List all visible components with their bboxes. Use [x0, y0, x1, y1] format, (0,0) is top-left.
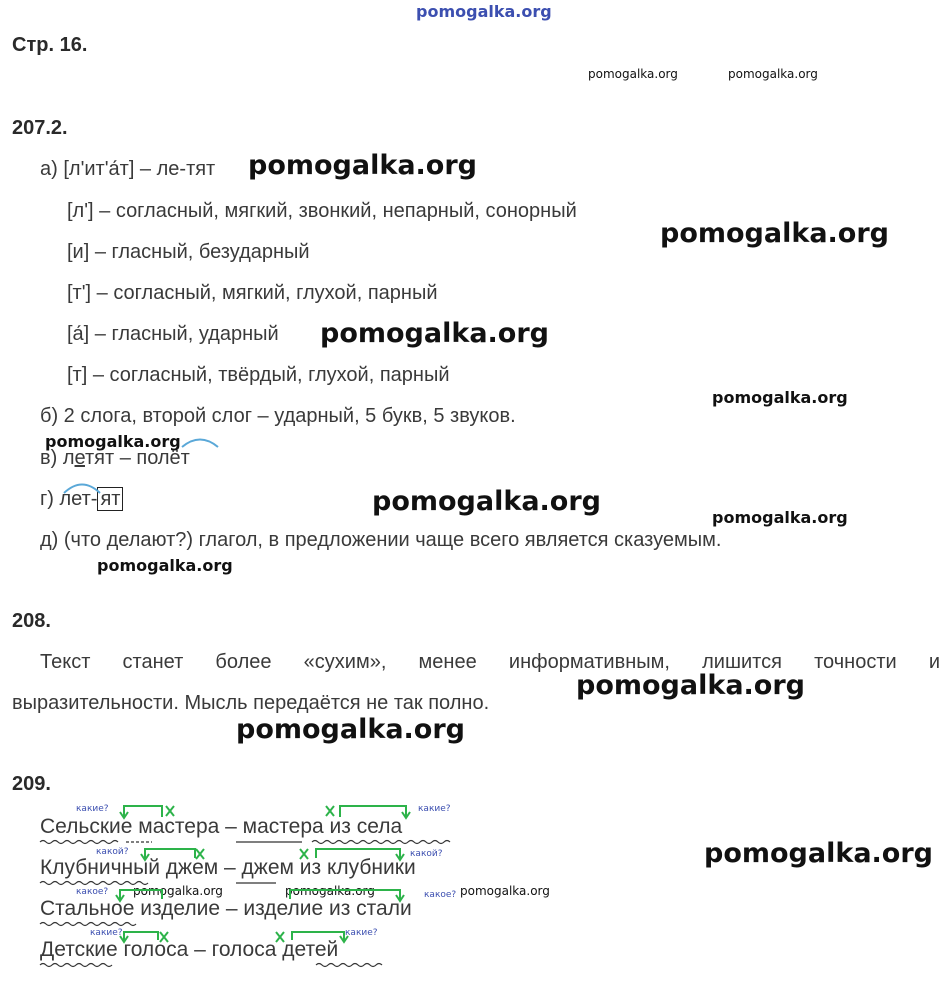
page-title: Стр. 16.	[12, 34, 88, 56]
v-line-rest: тят – полёт	[84, 447, 190, 469]
task-207-d-line: д) (что делают?) глагол, в предложении чаще всего является сказуемым.	[40, 529, 722, 551]
phrase-2: Клубничный джем – джем из клубники	[40, 856, 416, 879]
watermark: pomogalka.org	[728, 67, 818, 81]
question-label: какой?	[410, 849, 443, 859]
watermark: pomogalka.org	[576, 670, 805, 701]
question-label: какие?	[90, 928, 123, 938]
question-label: какие?	[76, 804, 109, 814]
task-208-line-1: Текст станет более «сухим», менее информативным, лишится точности и	[40, 651, 940, 673]
sound-description: [и] – гласный, безударный	[67, 241, 310, 263]
phrase-4: Детские голоса – голоса детей	[40, 938, 339, 961]
watermark: pomogalka.org	[660, 218, 889, 249]
watermark: pomogalka.org	[248, 150, 477, 181]
sound-description: [а́] – гласный, ударный	[67, 323, 279, 345]
task-number-207: 207.2.	[12, 117, 68, 139]
v-line-prefix: в) л	[40, 447, 75, 469]
root-arc	[64, 485, 100, 494]
watermark: pomogalka.org	[712, 508, 848, 527]
task-207-a-line: а) [л'ит'а́т] – ле-тят	[40, 158, 216, 180]
task-208-line-2: выразительности. Мысль передаётся не так полно.	[12, 692, 490, 714]
sound-description: [л'] – согласный, мягкий, звонкий, непарный, сонорный	[67, 200, 577, 222]
word-ending-box: ят	[97, 487, 123, 511]
watermark: pomogalka.org	[236, 714, 465, 745]
watermark: pomogalka.org	[133, 884, 223, 898]
watermark: pomogalka.org	[588, 67, 678, 81]
question-label: какое?	[76, 887, 109, 897]
task-number-209: 209.	[12, 773, 51, 795]
phrase-1: Сельские мастера – мастера из села	[40, 815, 403, 838]
task-207-b-line: б) 2 слога, второй слог – ударный, 5 букв, 5 звуков.	[40, 405, 516, 427]
sound-description: [т] – согласный, твёрдый, глухой, парный	[67, 364, 450, 386]
watermark: pomogalka.org	[460, 884, 550, 898]
root-arc	[182, 440, 218, 448]
watermark: pomogalka.org	[372, 486, 601, 517]
watermark: pomogalka.org	[320, 318, 549, 349]
watermark: pomogalka.org	[97, 556, 233, 575]
phrase-3: Стальное изделие – изделие из стали	[40, 897, 412, 920]
watermark: pomogalka.org	[45, 432, 181, 451]
sound-description: [т'] – согласный, мягкий, глухой, парный	[67, 282, 438, 304]
question-label: какое?	[424, 890, 457, 900]
task-number-208: 208.	[12, 610, 51, 632]
question-label: какие?	[418, 804, 451, 814]
watermark: pomogalka.org	[712, 388, 848, 407]
unstressed-vowel: е	[74, 447, 85, 469]
question-label: какие?	[345, 928, 378, 938]
watermark: pomogalka.org	[285, 884, 375, 898]
watermark: pomogalka.org	[704, 838, 933, 869]
question-label: какой?	[96, 847, 129, 857]
g-line-prefix: г) лет-	[40, 488, 98, 510]
watermark-top: pomogalka.org	[416, 2, 552, 21]
